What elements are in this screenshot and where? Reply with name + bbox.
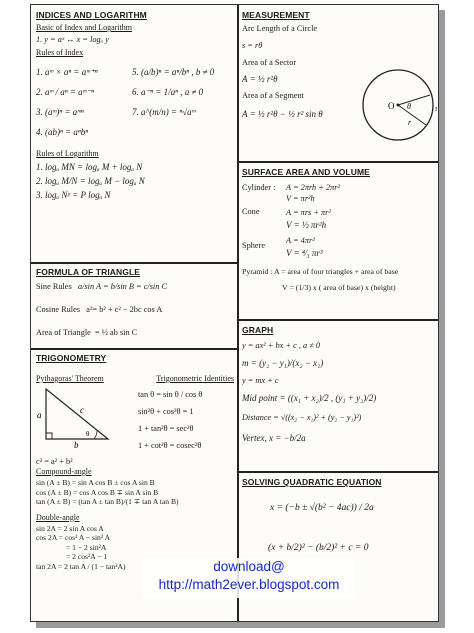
formula: Pyramid : A = area of four triangles + area of base (242, 267, 399, 276)
divider (237, 471, 439, 473)
subheading: Area of a Segment (242, 91, 304, 100)
right-triangle-diagram (36, 385, 128, 449)
section-title: SOLVING QUADRATIC EQUATION (242, 477, 382, 487)
center-label: O (388, 101, 395, 111)
formula: A = 2πrh + 2πr² (286, 183, 340, 192)
formula: V = ⁴⁄₃ πr³ (286, 248, 323, 258)
formula: 2. logₐ M/N = logₐ M − logₐ N (36, 176, 145, 186)
formula: V = πr²h (286, 194, 315, 203)
watermark-line: download@ (213, 559, 285, 574)
divider (31, 262, 237, 264)
indices-panel (36, 10, 234, 260)
formula: 6. a⁻ⁿ = 1/aⁿ , a ≠ 0 (132, 87, 204, 97)
formula: a/sin A = b/sin B = c/sin C (77, 282, 167, 291)
formula: A = ½ r²θ − ½ r² sin θ (242, 109, 323, 119)
angle-theta-label: θ (86, 430, 90, 438)
formula: 3. logₐ Nᵖ = P logₐ N (36, 190, 111, 200)
formula: 1. logₐ MN = logₐ M + logₐ N (36, 162, 143, 172)
section-title: GRAPH (242, 325, 274, 335)
subheading: Rules of Index (36, 48, 84, 57)
formula: y = ax² + bx + c , a ≠ 0 (242, 341, 320, 350)
formula: Distance = √((x₂ − x₁)² + (y₂ − y₁)²) (242, 413, 362, 422)
formula: sin²θ + cos²θ = 1 (138, 407, 194, 416)
label: Sphere (242, 241, 266, 250)
label: Cylinder : (242, 183, 276, 192)
section-title: TRIGONOMETRY (36, 353, 107, 363)
formula: cos (A ± B) = cos A cos B ∓ sin A sin B (36, 487, 159, 497)
formula: 7. a^(m/n) = ⁿ√aᵐ (132, 107, 196, 117)
formula: sin 2A = 2 sin A cos A (36, 523, 104, 533)
formula: 3. (aᵐ)ⁿ = aᵐⁿ (36, 107, 84, 117)
subheading: Arc Length of a Circle (242, 24, 318, 33)
formula: 2. aᵐ / aⁿ = aᵐ⁻ⁿ (36, 87, 94, 97)
formula: sin (A ± B) = sin A cos B ± cos A sin B (36, 478, 155, 487)
formula: cos 2A = cos² A − sin² A (36, 533, 111, 542)
formula: m = (y₂ − y₁)/(x₂ − x₁) (242, 358, 324, 368)
radius-label: r (408, 118, 412, 127)
formula: 5. (a/b)ⁿ = aⁿ/bⁿ , b ≠ 0 (132, 67, 215, 77)
side-b-label: b (74, 440, 79, 449)
graph-panel (242, 325, 437, 469)
subheading: Compound-angle (36, 467, 92, 476)
watermark (143, 558, 355, 598)
subheading: Rules of Logarithm (36, 149, 99, 158)
angle-label: θ (407, 102, 411, 111)
formula: a²= b² + c² − 2bc cos A (86, 305, 163, 314)
formula: Mid point = ((x₁ + x₂)/2 , (y₁ + y₂)/2) (242, 393, 377, 403)
formula: 1 + tan²θ = sec²θ (138, 424, 194, 433)
triangle-formula-panel (36, 267, 234, 347)
subheading: Double-angle (36, 512, 80, 522)
label: Sine Rules (36, 282, 72, 291)
side-a-label: a (37, 410, 42, 420)
formula: c² = a² + b² (36, 457, 73, 466)
subheading: Area of a Sector (242, 58, 297, 67)
formula-sheet (30, 4, 439, 622)
surface-volume-panel (242, 167, 437, 317)
formula: (x + b/2)² − (b/2)² + c = 0 (268, 543, 369, 553)
watermark-link[interactable]: http://math2ever.blogspot.com (158, 577, 340, 592)
formula: 4. (ab)ⁿ = aⁿbⁿ (36, 127, 89, 137)
divider (237, 319, 439, 321)
formula: 1 + cot²θ = cosec²θ (138, 441, 202, 450)
formula: A = 4πr² (286, 236, 315, 245)
subheading: Trigonometric Identities (156, 374, 234, 383)
formula: = ½ ab sin C (95, 328, 138, 337)
section-title: FORMULA OF TRIANGLE (36, 267, 141, 277)
circle-sector-diagram (360, 67, 437, 147)
formula: = 1 − 2 sin²A (66, 542, 107, 552)
label: Area of Triangle (36, 328, 91, 337)
section-title: SURFACE AREA AND VOLUME (242, 167, 370, 177)
subheading: Basic of Index and Logarithm (36, 23, 132, 32)
measurement-panel (242, 10, 437, 160)
formula: y = mx + c (242, 376, 279, 385)
formula: V = (1/3) x ( area of base) x (height) (282, 283, 396, 292)
divider (237, 161, 439, 163)
column-divider (237, 5, 239, 621)
formula: A = ½ r²θ (242, 74, 278, 84)
label: Cone (242, 207, 260, 216)
formula: = 2 cos²A − 1 (66, 552, 108, 561)
quadratic-panel (242, 477, 437, 621)
formula: Vertex, x = −b/2a (242, 433, 306, 443)
formula: V = ⅓ πr²h (286, 220, 327, 230)
side-c-label: c (80, 405, 84, 415)
formula: tan (A ± B) = (tan A ± tan B)/(1 ∓ tan A tan B) (36, 497, 179, 506)
formula: 1. aᵐ × aⁿ = aᵐ⁺ⁿ (36, 67, 98, 77)
formula: tan θ = sin θ / cos θ (138, 390, 203, 399)
subheading: Pythagoras' Theorem (36, 374, 104, 383)
section-title: INDICES AND LOGARITHM (36, 10, 147, 20)
formula: tan 2A = 2 tan A / (1 − tan²A) (36, 561, 126, 571)
formula: x = (−b ± √(b² − 4ac)) / 2a (270, 503, 374, 513)
divider (31, 348, 237, 350)
arc-label: s (435, 104, 439, 113)
formula: s = rθ (242, 41, 263, 50)
formula: A = πrs + πr² (286, 208, 331, 217)
section-title: MEASUREMENT (242, 10, 310, 20)
label: Cosine Rules (36, 305, 81, 314)
formula: 1. y = aˣ ↔ x = logₐ y (36, 35, 109, 44)
